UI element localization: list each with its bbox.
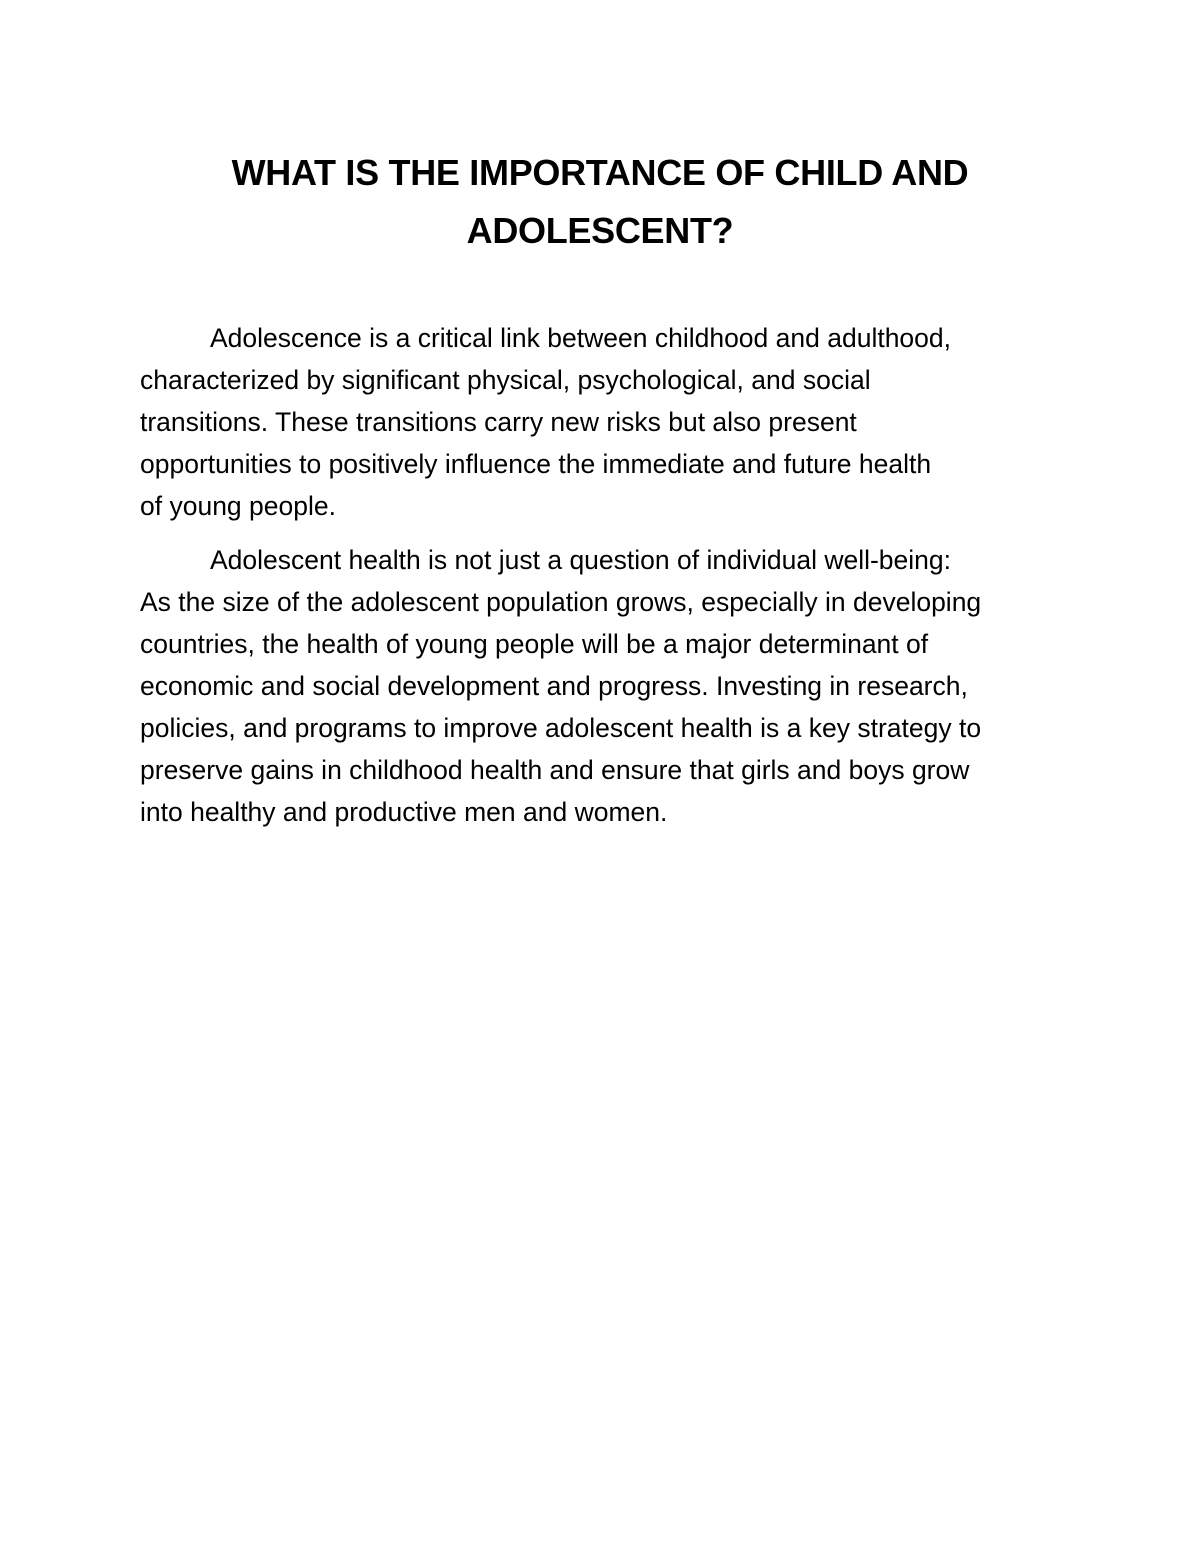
paragraph-line: economic and social development and progress. Investing in research, xyxy=(140,671,968,701)
paragraph-line: of young people. xyxy=(140,491,336,521)
page-title xyxy=(140,144,1060,260)
paragraph-line: transitions. These transitions carry new risks but also present xyxy=(140,407,857,437)
paragraph-line: policies, and programs to improve adolescent health is a key strategy to xyxy=(140,713,982,743)
title-line: ADOLESCENT? xyxy=(466,210,734,251)
paragraph-line: countries, the health of young people will be a major determinant of xyxy=(140,629,929,659)
paragraph-line: Adolescence is a critical link between childhood and adulthood, xyxy=(210,323,952,353)
paragraph-line: preserve gains in childhood health and ensure that girls and boys grow xyxy=(140,755,970,785)
paragraph-1 xyxy=(140,317,1080,527)
paragraph-line: As the size of the adolescent population grows, especially in developing xyxy=(140,587,982,617)
paragraph-line: characterized by significant physical, psychological, and social xyxy=(140,365,871,395)
paragraph-line: opportunities to positively influence the immediate and future health xyxy=(140,449,932,479)
document-body xyxy=(140,317,1080,845)
paragraph-line: into healthy and productive men and women. xyxy=(140,797,668,827)
paragraph-2 xyxy=(140,539,1080,833)
paragraph-line: Adolescent health is not just a question of individual well-being: xyxy=(210,545,951,575)
title-line: WHAT IS THE IMPORTANCE OF CHILD AND xyxy=(231,152,969,193)
